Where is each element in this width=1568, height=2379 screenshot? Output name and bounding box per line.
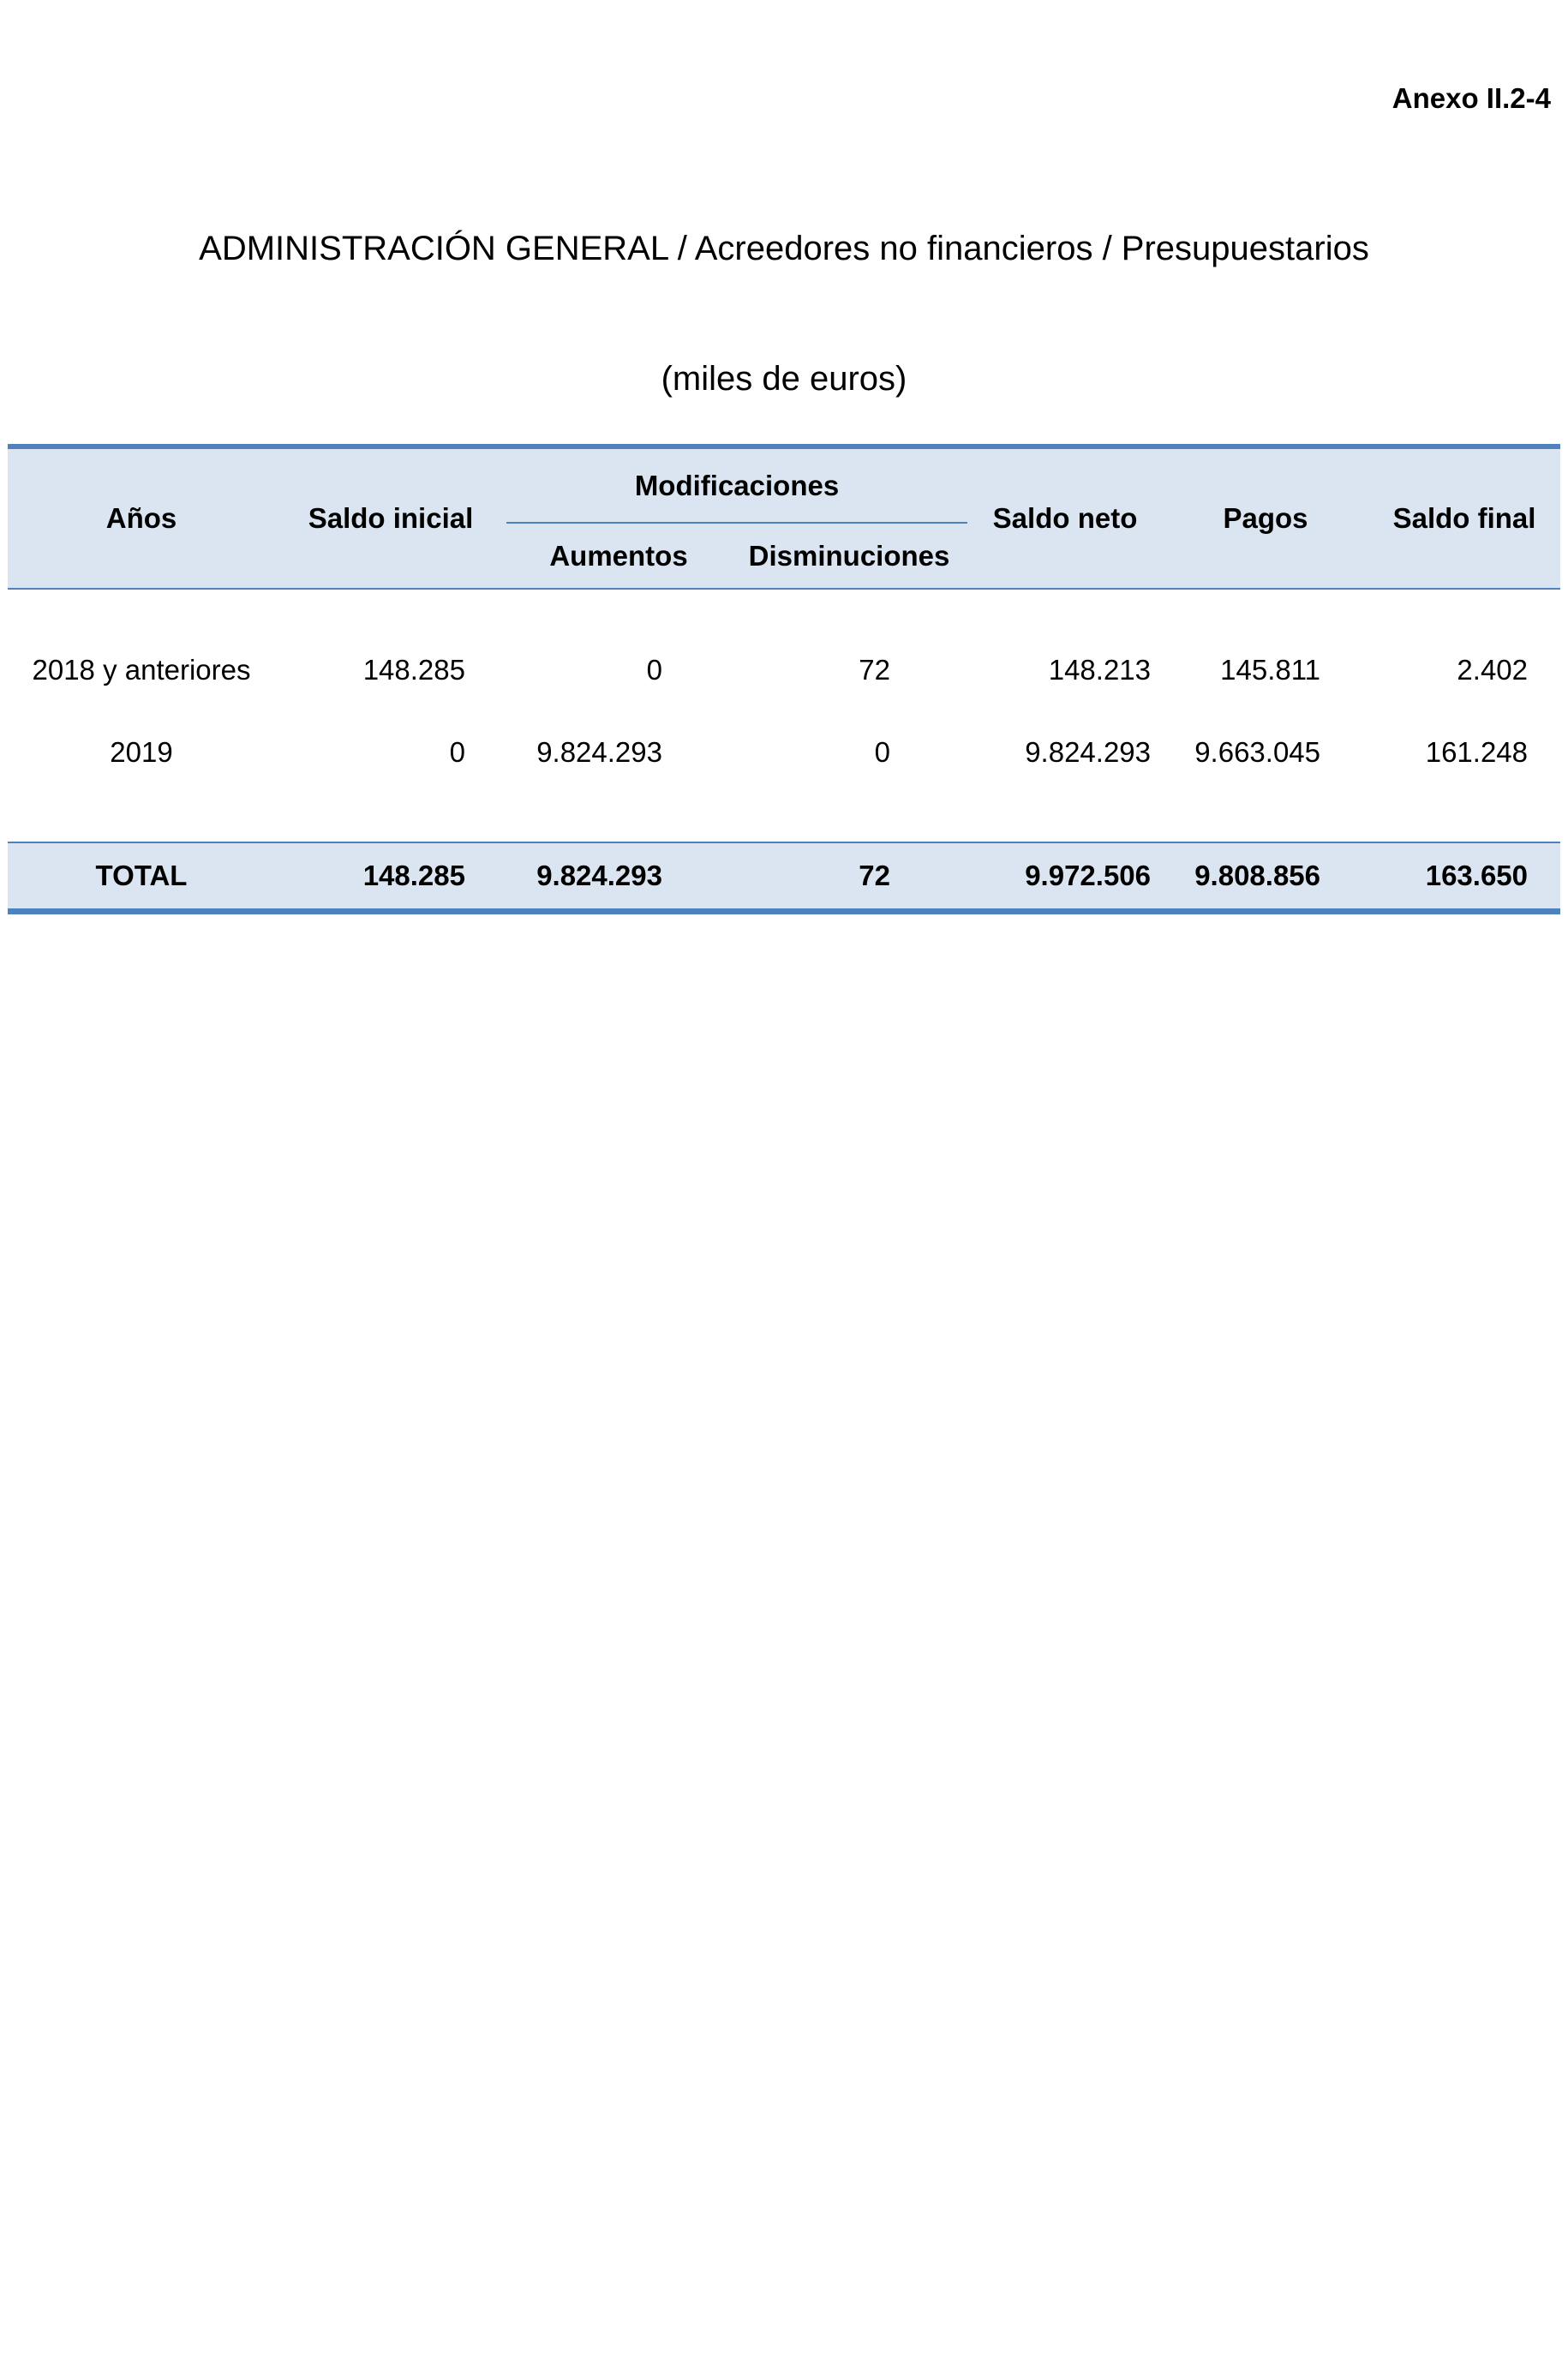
spacer-row [8,589,1560,629]
cell-net-balance: 148.213 [1048,654,1152,686]
total-row [8,842,1560,912]
total-increases: 9.824.293 [506,842,731,912]
annex-label: Anexo II.2-4 [1391,82,1551,114]
header-decreases: Disminuciones [731,523,967,589]
total-final-balance: 163.650 [1368,842,1560,912]
table-row [8,711,1560,794]
cell-net-balance: 9.824.293 [1025,736,1152,768]
cell-initial-balance: 148.285 [362,654,465,686]
table-header [8,446,1560,589]
header-increases: Aumentos [506,523,731,589]
cell-increases: 0 [646,654,662,686]
total-initial-balance: 148.285 [275,842,506,912]
cell-final-balance: 2.402 [1457,654,1529,686]
page-title: ADMINISTRACIÓN GENERAL / Acreedores no financieros / Presupuestarios [199,230,1369,267]
cell-initial-balance: 0 [449,736,465,768]
total-label: TOTAL [8,842,275,912]
creditors-table [8,444,1560,914]
cell-decreases: 0 [874,736,891,768]
header-payments: Pagos [1163,446,1368,589]
cell-payments: 145.811 [1220,654,1321,686]
table-body [8,589,1560,842]
cell-year: 2018 y anteriores [32,654,251,686]
header-net-balance: Saldo neto [967,446,1163,589]
cell-year: 2019 [110,736,173,768]
spacer-row [8,794,1560,842]
cell-final-balance: 161.248 [1425,736,1529,768]
header-final-balance: Saldo final [1368,446,1560,589]
header-initial-balance: Saldo inicial [275,446,506,589]
header-years: Años [8,446,275,589]
cell-decreases: 72 [859,654,891,686]
table-total [8,842,1560,912]
table-row [8,629,1560,711]
total-decreases: 72 [731,842,967,912]
units-subtitle: (miles de euros) [661,360,907,398]
total-net-balance: 9.972.506 [967,842,1163,912]
cell-payments: 9.663.045 [1194,736,1321,768]
header-modifications: Modificaciones [506,446,967,523]
cell-increases: 9.824.293 [536,736,662,768]
total-payments: 9.808.856 [1163,842,1368,912]
